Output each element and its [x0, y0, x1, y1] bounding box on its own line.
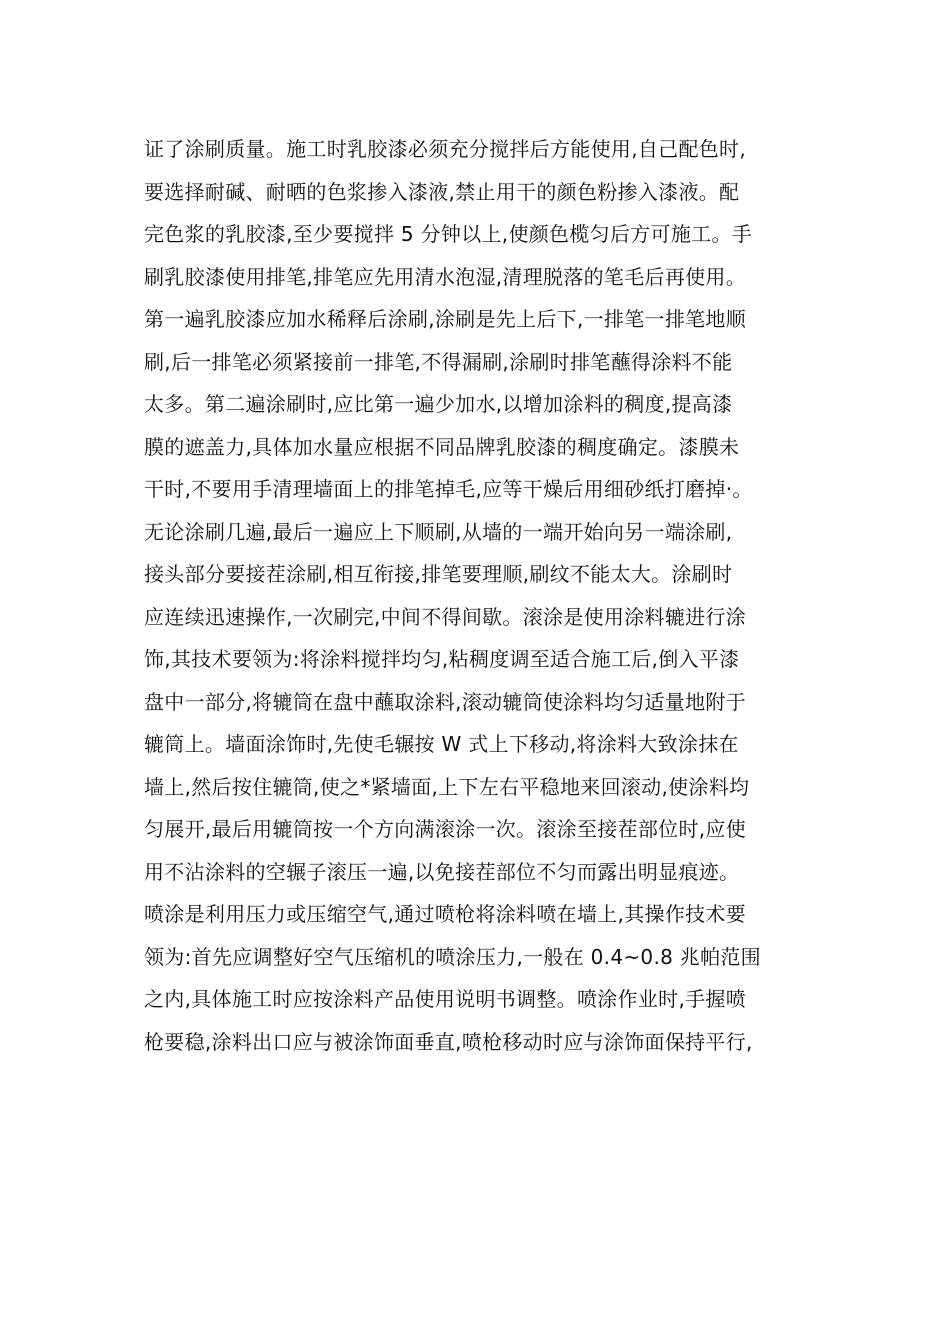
- text-line: 之内,具体施工时应按涂料产品使用说明书调整。喷涂作业时,手握喷: [144, 987, 747, 1011]
- text-line: 墙上,然后按住辘筒,使之*紧墙面,上下左右平稳地来回滚动,使涂料均: [144, 774, 750, 799]
- text-line: 完色浆的乳胶漆,至少要搅拌 5 分钟以上,使颜色榄匀后方可施工。手: [144, 222, 753, 246]
- text-line: 饰,其技术要领为:将涂料搅拌均匀,粘稠度调至适合施工后,倒入平漆: [144, 647, 740, 671]
- text-line: 喷涂是利用压力或压缩空气,通过喷枪将涂料喷在墙上,其操作技术要: [144, 902, 747, 926]
- body-text: [144, 128, 824, 1063]
- text-line: 领为:首先应调整好空气压缩机的喷涂压力,一般在 0.4~0.8 兆帕范围: [144, 944, 761, 969]
- text-line: 刷乳胶漆使用排笔,排笔应先用清水泡湿,清理脱落的笔毛后再使用。: [144, 264, 747, 289]
- text-line: 接头部分要接茬涂刷,相互衔接,排笔要理顺,刷纹不能太大。涂刷时: [144, 562, 733, 586]
- text-line: 匀展开,最后用辘筒按一个方向满滚涂一次。滚涂至接茬部位时,应使: [144, 817, 747, 841]
- text-line: 膜的遮盖力,具体加水量应根据不同品牌乳胶漆的稠度确定。漆膜未: [144, 434, 740, 459]
- text-line: 无论涂刷几遍,最后一遍应上下顺刷,从墙的一端开始向另一端涂刷,: [144, 519, 733, 544]
- text-line: 要选择耐碱、耐晒的色浆掺入漆液,禁止用干的颜色粉掺入漆液。配: [144, 179, 740, 204]
- text-line: 辘筒上。墙面涂饰时,先使毛辗按 W 式上下移动,将涂料大致涂抹在: [144, 732, 739, 756]
- text-line: 太多。第二遍涂刷时,应比第一遍少加水,以增加涂料的稠度,提高漆: [144, 392, 733, 416]
- text-line: 第一遍乳胶漆应加水稀释后涂刷,涂刷是先上后下,一排笔一排笔地顺: [144, 307, 747, 331]
- text-line: 干时,不要用手清理墙面上的排笔掉毛,应等干燥后用细砂纸打磨掉·。: [144, 477, 753, 501]
- text-line: 用不沾涂料的空辗子滚压一遍,以免接茬部位不匀而露出明显痕迹。: [144, 859, 740, 884]
- text-line: 枪要稳,涂料出口应与被涂饰面垂直,喷枪移动时应与涂饰面保持平行,: [144, 1029, 753, 1054]
- text-line: 证了涂刷质量。施工时乳胶漆必须充分搅拌后方能使用,自己配色时,: [144, 137, 747, 161]
- text-line: 盘中一部分,将辘筒在盘中蘸取涂料,滚动辘筒使涂料均匀适量地附于: [144, 689, 747, 714]
- text-line: 刷,后一排笔必须紧接前一排笔,不得漏刷,涂刷时排笔蘸得涂料不能: [144, 349, 733, 374]
- text-line: 应连续迅速操作,一次刷完,中间不得间歇。滚涂是使用涂料辘进行涂: [144, 604, 747, 629]
